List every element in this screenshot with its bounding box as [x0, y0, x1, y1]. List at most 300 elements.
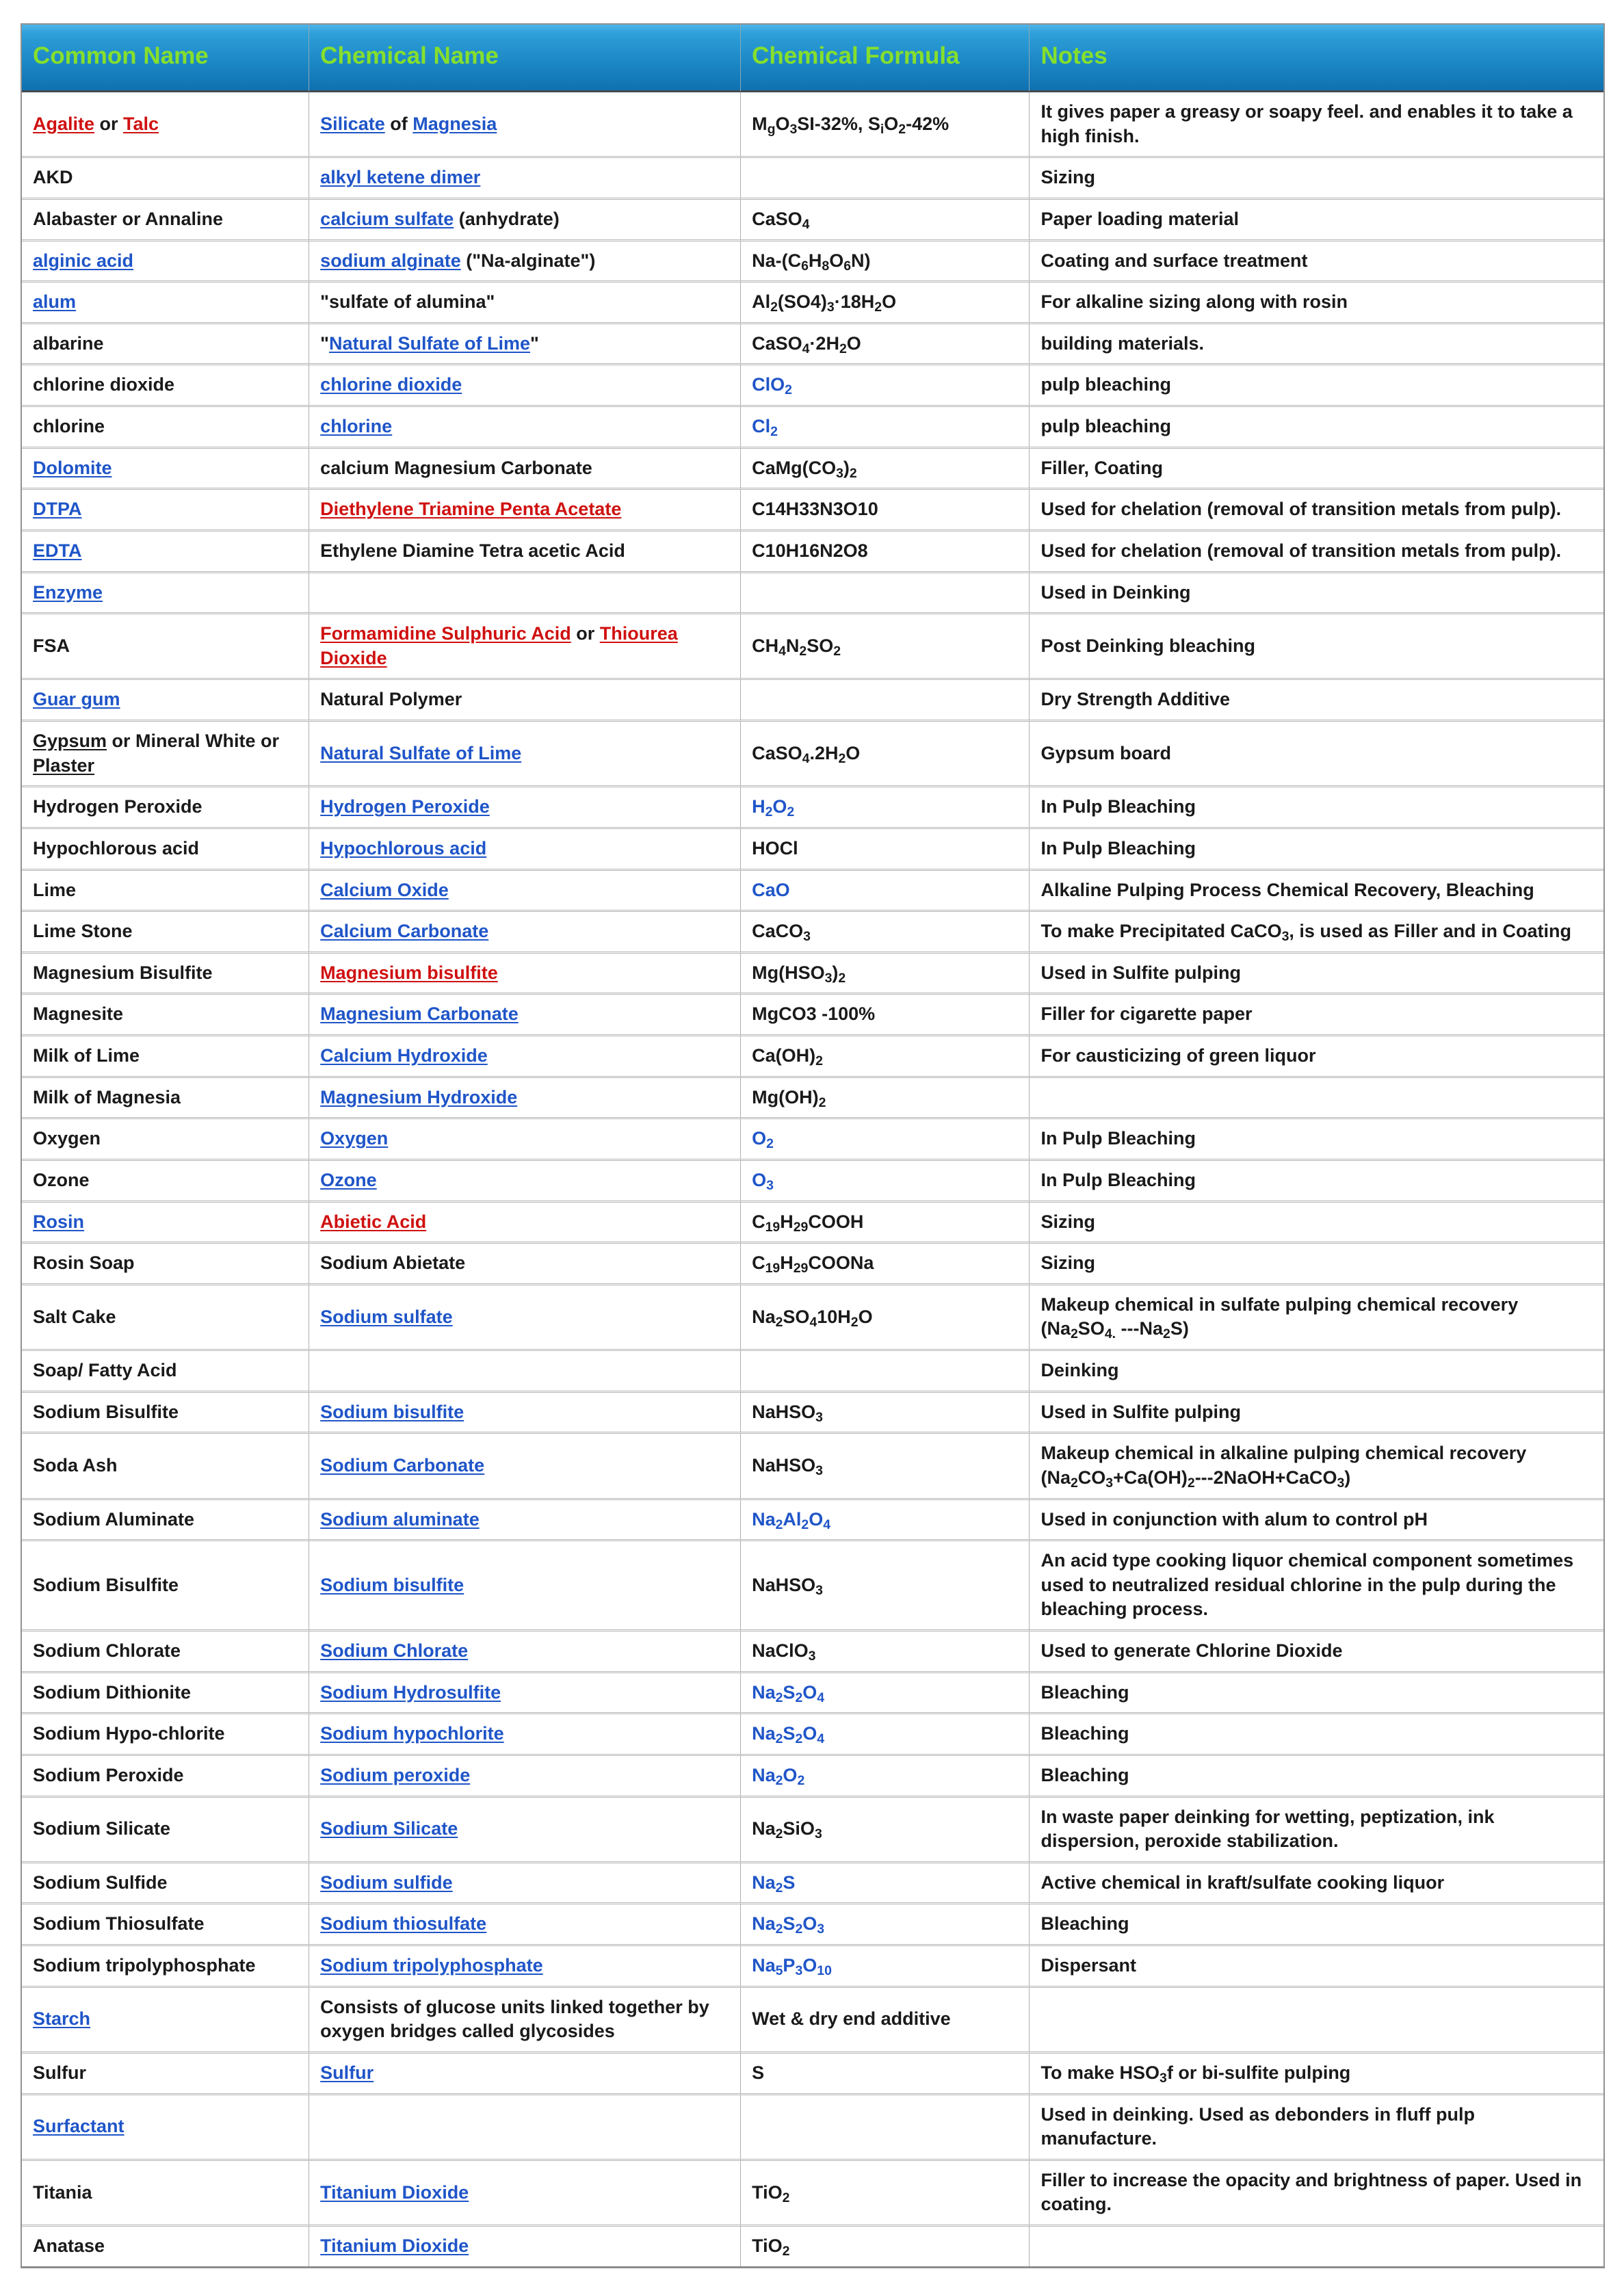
- cell-notes: [1030, 1244, 1603, 1285]
- cell-text: Active chemical in kraft/sulfate cooking liquor: [1040, 1872, 1445, 1893]
- hyperlink[interactable]: Thiourea Dioxide: [320, 623, 678, 668]
- cell-chemical: [309, 324, 741, 366]
- cell-text: O: [809, 1508, 824, 1530]
- hyperlink[interactable]: Magnesium bisulfite: [320, 962, 498, 983]
- subscript-text: 2: [833, 643, 841, 659]
- hyperlink[interactable]: calcium sulfate: [320, 208, 454, 229]
- hyperlink[interactable]: Sodium tripolyphosphate: [320, 1955, 543, 1976]
- cell-text: Titania: [33, 2181, 92, 2203]
- subscript-text: 2: [775, 1517, 783, 1532]
- subscript-text: 2: [838, 750, 846, 766]
- cell-chemical: [309, 1078, 741, 1120]
- cell-formula: [741, 2227, 1030, 2266]
- cell-text: CH: [752, 635, 779, 656]
- cell-text: f or bi-sulfite pulping: [1166, 2062, 1351, 2083]
- header-row: [22, 25, 1603, 92]
- cell-text: C: [752, 1211, 765, 1232]
- cell-text: O: [846, 332, 861, 354]
- cell-text: Deinking: [1040, 1360, 1119, 1380]
- subscript-text: 3: [808, 1648, 816, 1664]
- table-row: [22, 1904, 1603, 1946]
- cell-notes: [1030, 2054, 1603, 2095]
- cell-text: O: [752, 1169, 767, 1190]
- hyperlink[interactable]: Calcium Hydroxide: [320, 1045, 488, 1066]
- cell-formula: [741, 532, 1030, 573]
- cell-text: CaMg(CO: [752, 457, 837, 478]
- hyperlink[interactable]: Sodium bisulfite: [320, 1401, 464, 1422]
- table-row: [22, 1161, 1603, 1203]
- table-row: [22, 995, 1603, 1036]
- cell-notes: [1030, 158, 1603, 200]
- cell-text: Anatase: [33, 2235, 105, 2256]
- cell-chemical: [309, 1946, 741, 1988]
- hyperlink[interactable]: Sodium Carbonate: [320, 1455, 485, 1476]
- cell-text: Hydrogen Peroxide: [33, 796, 202, 817]
- subscript-text: 3: [826, 299, 835, 315]
- hyperlink[interactable]: Magnesia: [412, 113, 497, 134]
- hyperlink[interactable]: Surfactant: [33, 2116, 125, 2137]
- cell-text: S: [783, 1681, 796, 1703]
- subscript-text: 4: [823, 1517, 831, 1532]
- cell-notes: [1030, 1036, 1603, 1078]
- cell-common: [22, 1714, 309, 1756]
- cell-text: Sodium Peroxide: [33, 1764, 184, 1785]
- table-row: [22, 2227, 1603, 2266]
- cell-common: [22, 1798, 309, 1863]
- cell-formula: [741, 1673, 1030, 1715]
- hyperlink[interactable]: Agalite: [33, 113, 95, 134]
- hyperlink[interactable]: Sodium thiosulfate: [320, 1913, 487, 1935]
- subscript-text: 2: [799, 643, 807, 659]
- subscript-text: 2: [815, 1053, 823, 1068]
- cell-text: Na: [752, 1508, 776, 1530]
- cell-notes: [1030, 1988, 1603, 2054]
- hyperlink[interactable]: Formamidine Sulphuric Acid: [320, 623, 571, 644]
- cell-notes: [1030, 241, 1603, 283]
- cell-chemical: [309, 1631, 741, 1673]
- subscript-text: 3: [817, 1922, 825, 1937]
- cell-common: [22, 1036, 309, 1078]
- table-row: [22, 92, 1603, 158]
- cell-text: building materials.: [1040, 332, 1205, 354]
- cell-text: Ozone: [33, 1169, 90, 1190]
- hyperlink[interactable]: Natural Sulfate of Lime: [328, 332, 531, 354]
- cell-formula: [741, 2161, 1030, 2227]
- hyperlink[interactable]: alkyl ketene dimer: [320, 167, 481, 188]
- subscript-text: 29: [793, 1260, 809, 1276]
- cell-text: AKD: [33, 167, 73, 188]
- table-row: [22, 490, 1603, 532]
- hyperlink[interactable]: Sodium sulfide: [320, 1872, 453, 1893]
- table-row: [22, 1036, 1603, 1078]
- cell-text: COONa: [808, 1253, 874, 1274]
- table-row: [22, 787, 1603, 829]
- cell-text: O: [846, 742, 861, 763]
- cell-text: pulp bleaching: [1040, 374, 1171, 395]
- subscript-text: 2: [787, 804, 795, 820]
- cell-text: Bleaching: [1040, 1913, 1129, 1935]
- cell-formula: [741, 1285, 1030, 1351]
- cell-notes: [1030, 1434, 1603, 1499]
- cell-formula: [741, 241, 1030, 283]
- table-row: [22, 1863, 1603, 1905]
- cell-text: TiO: [752, 2235, 783, 2256]
- hyperlink[interactable]: Enzyme: [33, 581, 103, 603]
- subscript-text: 29: [793, 1219, 809, 1235]
- cell-text: .2H: [809, 742, 839, 763]
- cell-text: Bleaching: [1040, 1764, 1129, 1785]
- table-row: [22, 1631, 1603, 1673]
- subscript-text: 2: [770, 299, 778, 315]
- cell-chemical: [309, 1988, 741, 2054]
- cell-text: S: [752, 2062, 765, 2083]
- cell-text: "sulfate of alumina": [320, 291, 495, 313]
- cell-text: calcium Magnesium Carbonate: [320, 457, 592, 478]
- cell-common: [22, 365, 309, 407]
- cell-text: C10H16N2O8: [752, 540, 868, 561]
- table-row: [22, 365, 1603, 407]
- cell-notes: [1030, 324, 1603, 366]
- cell-chemical: [309, 532, 741, 573]
- hyperlink[interactable]: Hypochlorous acid: [320, 837, 487, 858]
- subscript-text: 2: [1070, 1475, 1078, 1491]
- cell-text: O: [884, 113, 899, 134]
- table-row: [22, 1434, 1603, 1499]
- hyperlink[interactable]: chlorine dioxide: [320, 374, 462, 395]
- cell-formula: [741, 680, 1030, 722]
- cell-text: CaCO: [752, 921, 804, 942]
- cell-text: Gypsum board: [1040, 742, 1171, 763]
- subscript-text: 2: [838, 970, 846, 986]
- table-row: [22, 1798, 1603, 1863]
- hyperlink[interactable]: Sulfur: [320, 2062, 374, 2083]
- subscript-text: 4.: [1104, 1326, 1116, 1342]
- cell-notes: [1030, 200, 1603, 241]
- subscript-text: 2: [818, 1094, 826, 1110]
- cell-text: or Mineral White or: [107, 731, 280, 751]
- cell-text: albarine: [33, 332, 104, 354]
- cell-text: CO: [1077, 1467, 1106, 1488]
- cell-common: [22, 2161, 309, 2227]
- subscript-text: 2: [775, 1314, 783, 1330]
- subscript-text: 8: [822, 258, 830, 274]
- cell-common: [22, 449, 309, 490]
- cell-text: Na: [752, 1681, 776, 1703]
- cell-text: Magnesium Bisulfite: [33, 962, 213, 983]
- cell-common: [22, 1946, 309, 1988]
- cell-formula: [741, 1078, 1030, 1120]
- cell-text: ": [530, 332, 539, 354]
- hyperlink[interactable]: Oxygen: [320, 1128, 389, 1149]
- cell-chemical: [309, 1673, 741, 1715]
- cell-text: Coating and surface treatment: [1040, 250, 1308, 271]
- cell-text: Al: [783, 1508, 802, 1530]
- cell-text: Salt Cake: [33, 1306, 116, 1327]
- hyperlink[interactable]: Magnesium Carbonate: [320, 1004, 519, 1025]
- subscript-text: 2: [797, 1772, 805, 1788]
- hyperlink[interactable]: Sodium sulfate: [320, 1306, 453, 1327]
- cell-chemical: [309, 407, 741, 449]
- table-row: [22, 200, 1603, 241]
- hyperlink[interactable]: Sodium aluminate: [320, 1508, 480, 1530]
- table-row: [22, 449, 1603, 490]
- cell-text: Mg(OH): [752, 1086, 819, 1107]
- cell-formula: [741, 912, 1030, 954]
- cell-text: ("Na-alginate"): [460, 250, 596, 271]
- cell-chemical: [309, 912, 741, 954]
- cell-text: Sizing: [1040, 167, 1095, 188]
- cell-common: [22, 1078, 309, 1120]
- subscript-text: 2: [785, 382, 792, 398]
- cell-text: Natural Polymer: [320, 689, 462, 710]
- subscript-text: 2: [765, 804, 773, 820]
- cell-common: [22, 158, 309, 200]
- hyperlink[interactable]: Hydrogen Peroxide: [320, 796, 490, 817]
- cell-chemical: [309, 829, 741, 871]
- cell-notes: [1030, 407, 1603, 449]
- cell-text: Sodium Abietate: [320, 1253, 466, 1274]
- hyperlink[interactable]: EDTA: [33, 540, 82, 561]
- cell-common: [22, 1244, 309, 1285]
- hyperlink[interactable]: Talc: [123, 113, 159, 134]
- hyperlink[interactable]: Titanium Dioxide: [320, 2235, 469, 2256]
- subscript-text: 2: [770, 423, 778, 439]
- cell-text: Mg(HSO: [752, 962, 825, 983]
- cell-text: C: [752, 1253, 765, 1274]
- table-row: [22, 1500, 1603, 1542]
- hyperlink[interactable]: Abietic Acid: [320, 1211, 427, 1232]
- table-row: [22, 1285, 1603, 1351]
- cell-text: H: [780, 1211, 794, 1232]
- subscript-text: 3: [1281, 928, 1289, 944]
- cell-formula: [741, 573, 1030, 615]
- cell-notes: [1030, 1631, 1603, 1673]
- cell-chemical: [309, 1036, 741, 1078]
- cell-chemical: [309, 1351, 741, 1393]
- cell-notes: [1030, 1863, 1603, 1905]
- cell-text: of: [384, 113, 413, 134]
- cell-text: CaSO: [752, 742, 802, 763]
- cell-text: Na: [752, 1872, 776, 1893]
- cell-notes: [1030, 829, 1603, 871]
- cell-chemical: [309, 2054, 741, 2095]
- cell-text: (SO4): [777, 291, 827, 313]
- subscript-text: 2: [775, 1880, 783, 1896]
- cell-common: [22, 1631, 309, 1673]
- subscript-text: 2: [775, 1772, 783, 1788]
- cell-chemical: [309, 1161, 741, 1203]
- cell-text: M: [752, 113, 768, 134]
- cell-common: [22, 200, 309, 241]
- cell-common: [22, 407, 309, 449]
- cell-text: Consists of glucose units linked together by oxygen bridges called glycosides: [320, 1996, 709, 2042]
- cell-chemical: [309, 365, 741, 407]
- cell-text: O: [882, 291, 897, 313]
- cell-formula: [741, 1988, 1030, 2054]
- cell-text: NaHSO: [752, 1574, 816, 1595]
- cell-text: Soap/ Fatty Acid: [33, 1360, 177, 1380]
- cell-notes: [1030, 1714, 1603, 1756]
- cell-formula: [741, 1904, 1030, 1946]
- cell-common: [22, 1500, 309, 1542]
- cell-notes: [1030, 680, 1603, 722]
- subscript-text: 3: [795, 1963, 803, 1978]
- hyperlink[interactable]: Diethylene Triamine Penta Acetate: [320, 499, 622, 520]
- cell-notes: [1030, 995, 1603, 1036]
- cell-notes: [1030, 722, 1603, 787]
- hyperlink[interactable]: sodium alginate: [320, 250, 461, 271]
- cell-formula: [741, 1863, 1030, 1905]
- cell-common: [22, 912, 309, 954]
- table-body: [22, 92, 1603, 2266]
- cell-chemical: [309, 2227, 741, 2266]
- cell-text: Used in Deinking: [1040, 581, 1191, 603]
- cell-common: [22, 92, 309, 158]
- cell-notes: [1030, 1393, 1603, 1434]
- cell-notes: [1030, 1285, 1603, 1351]
- cell-chemical: [309, 1798, 741, 1863]
- hyperlink[interactable]: Sodium peroxide: [320, 1764, 471, 1785]
- cell-common: [22, 1541, 309, 1631]
- cell-text: NaClO: [752, 1640, 809, 1661]
- subscript-text: i: [880, 121, 885, 137]
- cell-common: [22, 1756, 309, 1798]
- cell-text: O: [802, 1955, 817, 1976]
- hyperlink[interactable]: Calcium Oxide: [320, 879, 449, 900]
- hyperlink[interactable]: Titanium Dioxide: [320, 2181, 469, 2203]
- cell-notes: [1030, 573, 1603, 615]
- cell-text: Oxygen: [33, 1128, 101, 1149]
- hyperlink[interactable]: Sodium Chlorate: [320, 1640, 469, 1661]
- cell-text: Hypochlorous acid: [33, 837, 200, 858]
- hyperlink[interactable]: Sodium Hydrosulfite: [320, 1681, 501, 1703]
- cell-text: Used in deinking. Used as debonders in fluff pulp manufacture.: [1040, 2103, 1476, 2149]
- cell-text: Na: [752, 1723, 776, 1744]
- cell-text: N: [785, 635, 800, 656]
- hyperlink[interactable]: Sodium Silicate: [320, 1818, 458, 1839]
- hyperlink[interactable]: Gypsum: [33, 731, 107, 751]
- cell-text: NaHSO: [752, 1455, 816, 1476]
- cell-text: ClO: [752, 374, 785, 395]
- subscript-text: 2: [801, 1517, 809, 1532]
- hyperlink[interactable]: Magnesium Hydroxide: [320, 1086, 518, 1107]
- cell-notes: [1030, 1119, 1603, 1161]
- cell-text: H: [808, 250, 822, 271]
- cell-formula: [741, 722, 1030, 787]
- cell-text: ·18H: [834, 291, 875, 313]
- hyperlink[interactable]: Plaster: [33, 755, 95, 776]
- cell-text: , is used as Filler and in Coating: [1289, 921, 1571, 942]
- hyperlink[interactable]: Rosin: [33, 1211, 85, 1232]
- table-row: [22, 614, 1603, 680]
- cell-common: [22, 283, 309, 324]
- hyperlink[interactable]: Sodium hypochlorite: [320, 1723, 504, 1744]
- cell-chemical: [309, 490, 741, 532]
- cell-text: Milk of Magnesia: [33, 1086, 181, 1107]
- cell-formula: [741, 2095, 1030, 2161]
- subscript-text: 4: [802, 750, 810, 766]
- subscript-text: 4: [778, 643, 786, 659]
- subscript-text: 6: [843, 258, 852, 274]
- cell-text: Paper loading material: [1040, 208, 1240, 229]
- cell-common: [22, 2227, 309, 2266]
- cell-text: or: [94, 113, 124, 134]
- subscript-text: 2: [775, 1690, 783, 1705]
- subscript-text: 3: [814, 1826, 822, 1842]
- cell-formula: [741, 1500, 1030, 1542]
- cell-text: Sizing: [1040, 1211, 1095, 1232]
- hyperlink[interactable]: Guar gum: [33, 689, 120, 710]
- subscript-text: 19: [765, 1219, 781, 1235]
- cell-text: CaO: [752, 879, 790, 900]
- cell-notes: [1030, 954, 1603, 995]
- hyperlink[interactable]: Dolomite: [33, 457, 112, 478]
- hyperlink[interactable]: Starch: [33, 2008, 91, 2030]
- cell-text: Soda Ash: [33, 1455, 118, 1476]
- hyperlink[interactable]: Sodium bisulfite: [320, 1574, 464, 1595]
- cell-text: Post Deinking bleaching: [1040, 635, 1256, 656]
- cell-common: [22, 614, 309, 680]
- hyperlink[interactable]: DTPA: [33, 499, 82, 520]
- cell-common: [22, 1673, 309, 1715]
- cell-notes: [1030, 1946, 1603, 1988]
- cell-common: [22, 1434, 309, 1499]
- cell-text: Ethylene Diamine Tetra acetic Acid: [320, 540, 625, 561]
- hyperlink[interactable]: alum: [33, 291, 77, 313]
- cell-notes: [1030, 1673, 1603, 1715]
- cell-text: SO: [1077, 1318, 1105, 1339]
- cell-text: O: [775, 113, 790, 134]
- hyperlink[interactable]: alginic acid: [33, 250, 134, 271]
- cell-text: O: [783, 1764, 798, 1785]
- table-header: [22, 25, 1603, 92]
- cell-chemical: [309, 2095, 741, 2161]
- cell-notes: [1030, 1161, 1603, 1203]
- hyperlink[interactable]: Calcium Carbonate: [320, 921, 489, 942]
- cell-notes: [1030, 1756, 1603, 1798]
- cell-text: O: [802, 1723, 817, 1744]
- cell-text: It gives paper a greasy or soapy feel. and enables it to take a high finish.: [1040, 101, 1573, 146]
- cell-formula: [741, 1756, 1030, 1798]
- hyperlink[interactable]: Silicate: [320, 113, 385, 134]
- cell-text: O: [858, 1306, 873, 1327]
- cell-text: Dry Strength Additive: [1040, 689, 1230, 710]
- cell-text: ): [843, 457, 850, 478]
- cell-notes: [1030, 283, 1603, 324]
- cell-text: To make Precipitated CaCO: [1040, 921, 1282, 942]
- cell-notes: [1030, 1541, 1603, 1631]
- subscript-text: 2: [874, 299, 882, 315]
- hyperlink[interactable]: chlorine: [320, 416, 393, 436]
- cell-chemical: [309, 449, 741, 490]
- cell-text: Lime Stone: [33, 921, 133, 942]
- subscript-text: 3: [815, 1582, 823, 1598]
- cell-text: Wet & dry end additive: [752, 2008, 951, 2030]
- cell-text: -42%: [906, 113, 949, 134]
- cell-chemical: [309, 614, 741, 680]
- cell-notes: [1030, 1500, 1603, 1542]
- cell-chemical: [309, 200, 741, 241]
- table-row: [22, 1756, 1603, 1798]
- cell-text: N): [851, 250, 871, 271]
- subscript-text: 4: [817, 1731, 825, 1747]
- cell-text: CaSO: [752, 208, 802, 229]
- cell-text: O: [802, 1913, 817, 1935]
- hyperlink[interactable]: Natural Sulfate of Lime: [320, 742, 522, 763]
- cell-formula: [741, 1541, 1030, 1631]
- cell-text: ---2NaOH+CaCO: [1194, 1467, 1337, 1488]
- hyperlink[interactable]: Ozone: [320, 1169, 377, 1190]
